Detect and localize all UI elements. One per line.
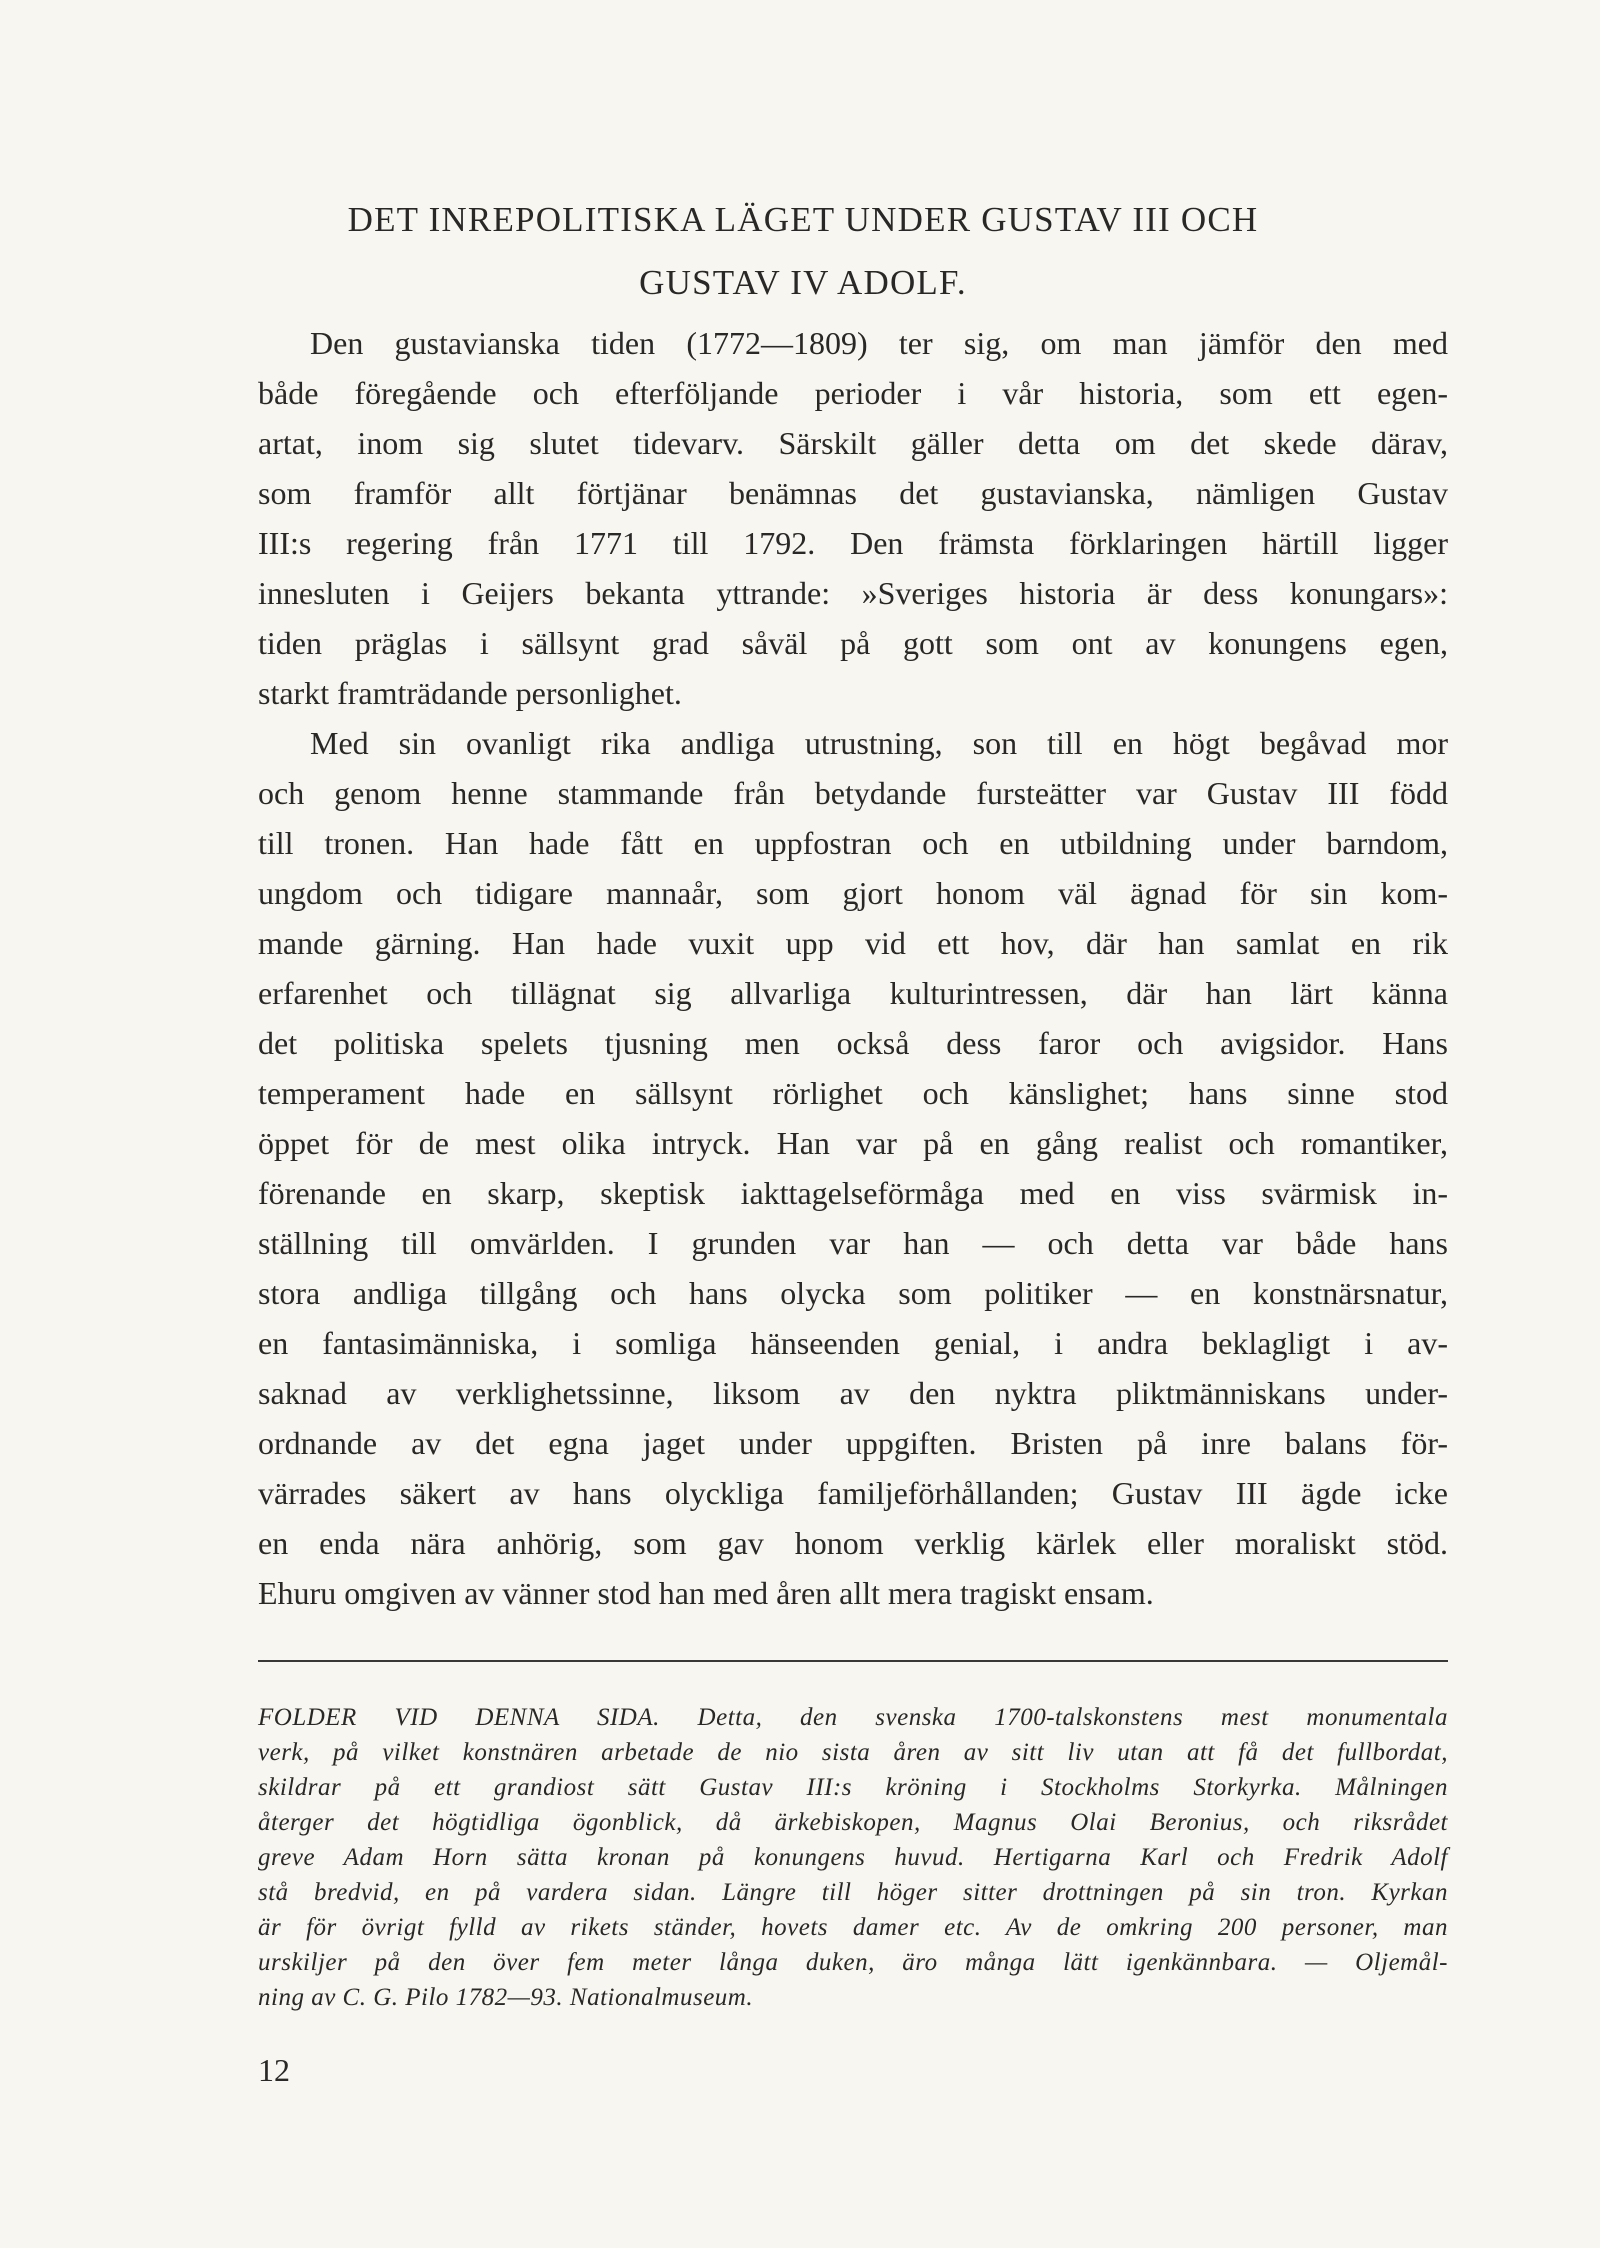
text-line: innesluten i Geijers bekanta yttrande: »Sveriges historia är dess konungars»:	[258, 575, 1448, 611]
text-line: en enda nära anhörig, som gav honom verklig kärlek eller moraliskt stöd.	[258, 1525, 1448, 1561]
text-line: starkt framträdande personlighet.	[258, 675, 682, 711]
paragraph-2	[258, 718, 1448, 1618]
chapter-heading-line-2: GUSTAV IV ADOLF.	[639, 263, 967, 302]
text-line: temperament hade en sällsynt rörlighet och känslighet; hans sinne stod	[258, 1075, 1448, 1111]
caption-line: greve Adam Horn sätta kronan på konungens huvud. Hertigarna Karl och Fredrik Adolf	[258, 1844, 1448, 1871]
text-line: Med sin ovanligt rika andliga utrustning, son till en högt begåvad mor	[310, 725, 1448, 761]
caption-line: stå bredvid, en på vardera sidan. Längre till höger sitter drottningen på sin tron. Kyrkan	[258, 1879, 1448, 1906]
text-line: ordnande av det egna jaget under uppgiften. Bristen på inre balans för-	[258, 1425, 1448, 1461]
text-line: till tronen. Han hade fått en uppfostran och en utbildning under barndom,	[258, 825, 1448, 861]
text-line: ungdom och tidigare mannaår, som gjort honom väl ägnad för sin kom-	[258, 875, 1448, 911]
text-line: en fantasimänniska, i somliga hänseenden genial, i andra beklagligt i av-	[258, 1325, 1448, 1361]
caption-line: ning av C. G. Pilo 1782—93. Nationalmuseum.	[258, 1984, 754, 2011]
folder-caption	[258, 1700, 1448, 2015]
text-line: öppet för de mest olika intryck. Han var på en gång realist och romantiker,	[258, 1125, 1448, 1161]
text-line: erfarenhet och tillägnat sig allvarliga kulturintressen, där han lärt känna	[258, 975, 1448, 1011]
text-line: tiden präglas i sällsynt grad såväl på gott som ont av konungens egen,	[258, 625, 1448, 661]
caption-line: urskiljer på den över fem meter långa duken, äro många lätt igenkännbara. — Oljemål-	[258, 1949, 1448, 1976]
page-number: 12	[258, 2052, 290, 2088]
text-line: förenande en skarp, skeptisk iakttagelseförmåga med en viss svärmisk in-	[258, 1175, 1448, 1211]
body-text	[258, 318, 1448, 1618]
footnote-divider	[258, 1660, 1448, 1662]
chapter-heading	[258, 188, 1348, 314]
caption-line: FOLDER VID DENNA SIDA. Detta, den svenska 1700-talskonstens mest monumentala	[258, 1704, 1448, 1731]
text-line: Den gustavianska tiden (1772—1809) ter sig, om man jämför den med	[310, 325, 1448, 361]
text-line: som framför allt förtjänar benämnas det gustavianska, nämligen Gustav	[258, 475, 1448, 511]
text-line: mande gärning. Han hade vuxit upp vid ett hov, där han samlat en rik	[258, 925, 1448, 961]
text-line: både föregående och efterföljande perioder i vår historia, som ett egen-	[258, 375, 1448, 411]
text-line: artat, inom sig slutet tidevarv. Särskilt gäller detta om det skede därav,	[258, 425, 1448, 461]
caption-line: skildrar på ett grandiost sätt Gustav III:s kröning i Stockholms Storkyrka. Målningen	[258, 1774, 1448, 1801]
text-line: III:s regering från 1771 till 1792. Den främsta förklaringen härtill ligger	[258, 525, 1448, 561]
text-line: saknad av verklighetssinne, liksom av den nyktra pliktmänniskans under-	[258, 1375, 1448, 1411]
text-line: värrades säkert av hans olyckliga familjeförhållanden; Gustav III ägde icke	[258, 1475, 1448, 1511]
chapter-heading-line-1: DET INREPOLITISKA LÄGET UNDER GUSTAV III OCH	[347, 200, 1259, 239]
text-line: Ehuru omgiven av vänner stod han med åren allt mera tragiskt ensam.	[258, 1575, 1154, 1611]
text-line: ställning till omvärlden. I grunden var han — och detta var både hans	[258, 1225, 1448, 1261]
text-line: och genom henne stammande från betydande fursteätter var Gustav III född	[258, 775, 1448, 811]
paragraph-1	[258, 318, 1448, 718]
caption-line: återger det högtidliga ögonblick, då ärkebiskopen, Magnus Olai Beronius, och riksrådet	[258, 1809, 1448, 1836]
text-line: stora andliga tillgång och hans olycka som politiker — en konstnärsnatur,	[258, 1275, 1448, 1311]
text-line: det politiska spelets tjusning men också dess faror och avigsidor. Hans	[258, 1025, 1448, 1061]
caption-line: verk, på vilket konstnären arbetade de nio sista åren av sitt liv utan att få det fullbordat,	[258, 1739, 1448, 1766]
caption-line: är för övrigt fylld av rikets ständer, hovets damer etc. Av de omkring 200 personer, man	[258, 1914, 1448, 1941]
